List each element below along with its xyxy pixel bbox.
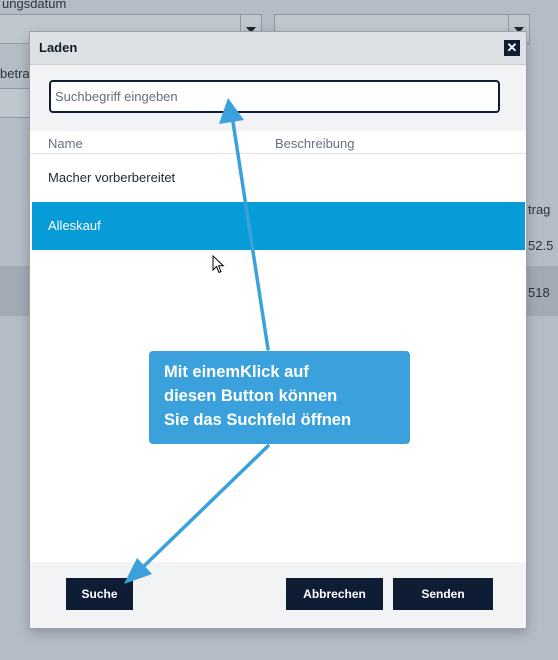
close-icon[interactable]: ✕ (504, 40, 520, 56)
cell-value: 52.5 (528, 238, 554, 253)
cancel-button[interactable]: Abbrechen (286, 578, 383, 610)
column-header-description: Beschreibung (275, 136, 355, 151)
list-item-name: Alleskauf (48, 218, 101, 233)
column-header-fragment: trag (528, 202, 551, 217)
list-item-name: Macher vorberbereitet (48, 170, 176, 185)
arrow-to-search-button (142, 446, 268, 568)
send-button[interactable]: Senden (393, 578, 493, 610)
callout-line: diesen Button können (164, 387, 338, 405)
column-header-name: Name (48, 136, 83, 151)
callout-line: Mit einemKlick auf (164, 363, 309, 381)
dialog-title: Laden (39, 40, 78, 55)
search-button[interactable]: Suche (66, 578, 133, 610)
annotation-callout (149, 351, 410, 444)
callout-line: Sie das Suchfeld öffnen (164, 411, 352, 429)
arrow-to-search-input (233, 122, 268, 349)
date-field-label: ungsdatum (2, 0, 67, 11)
arrow-head-icon (219, 98, 244, 124)
cell-value: 518 (528, 285, 550, 300)
amount-label: betra (0, 66, 30, 81)
